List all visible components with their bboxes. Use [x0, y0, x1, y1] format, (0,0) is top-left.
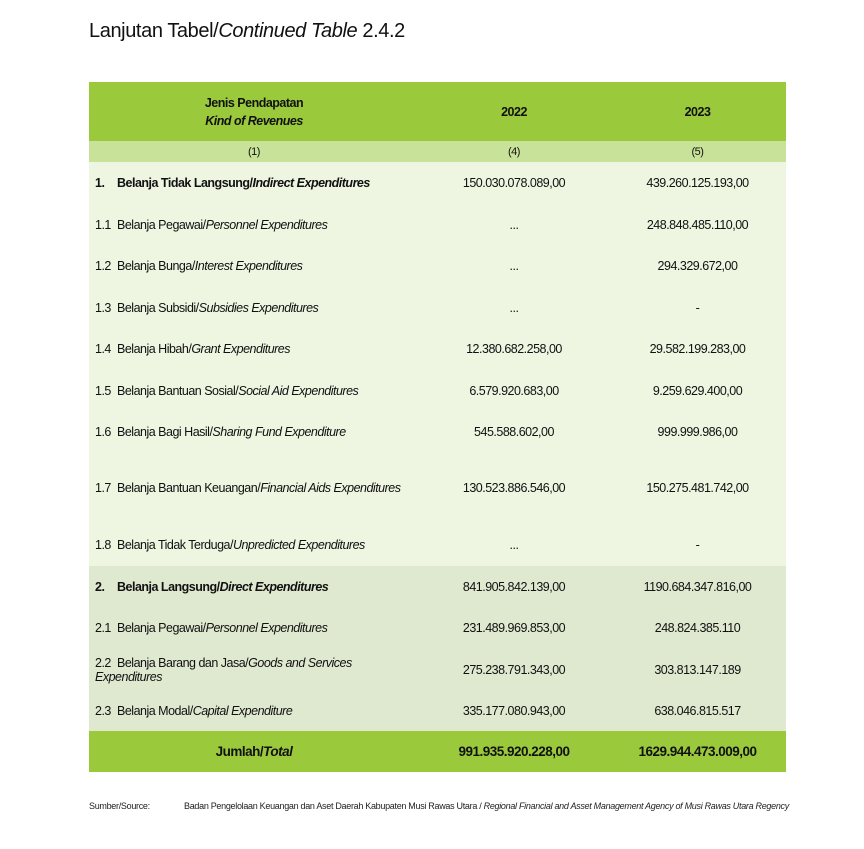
total-label-id: Jumlah/ [215, 744, 264, 759]
row-label-id: Belanja Langsung/ [117, 579, 220, 594]
row-value-2022: ... [509, 538, 519, 552]
row-value-2022: 335.177.080.943,00 [462, 703, 566, 718]
row-label-id: Belanja Hibah/ [117, 342, 192, 356]
row-number: 2.2 [95, 655, 111, 670]
row-number: 1. [95, 176, 105, 190]
row-number: 1.8 [95, 538, 111, 552]
row-label-en: Capital Expenditure [192, 703, 293, 718]
row-label-en: Financial Aids Expenditures [260, 481, 401, 495]
row-number: 2.1 [95, 621, 111, 635]
source-text-en: Regional Financial and Asset Management Agency of Musi Rawas Utara Regency [483, 801, 789, 811]
table-row [89, 524, 786, 566]
table-row [89, 607, 786, 649]
row-value-2022: 150.030.078.089,00 [462, 176, 566, 190]
row-number: 1.4 [95, 342, 111, 356]
row-label-en: Sharing Fund Expenditure [212, 424, 346, 439]
row-value-2022: 6.579.920.683,00 [469, 383, 559, 398]
row-label-en: Personnel Expenditures [205, 621, 328, 635]
row-value-2022: ... [509, 259, 519, 273]
total-label [89, 744, 419, 759]
total-value-2023: 1629.944.473.009,00 [638, 744, 757, 759]
row-number: 1.3 [95, 300, 111, 315]
row-value-2022: 545.588.602,00 [474, 424, 554, 439]
row-label-en: Indirect Expenditures [252, 176, 370, 190]
row-number: 1.6 [95, 424, 111, 439]
row-label-en: Interest Expenditures [194, 259, 303, 273]
header-kind-en: Kind of Revenues [205, 113, 303, 128]
row-value-2022: 231.489.969.853,00 [462, 621, 566, 635]
table-row [89, 204, 786, 245]
table-title [89, 20, 405, 43]
row-label-id: Belanja Pegawai/ [117, 217, 206, 232]
row-number: 1.7 [95, 481, 111, 495]
row-value-2023: 248.848.485.110,00 [646, 217, 749, 232]
table-row [89, 328, 786, 370]
table-row [89, 411, 786, 452]
row-value-2022: 275.238.791.343,00 [462, 662, 566, 677]
row-number: 1.5 [95, 383, 111, 398]
row-value-2023: - [695, 538, 700, 552]
row-value-2023: 638.046.815.517 [654, 703, 741, 718]
row-label-en: Personnel Expenditures [205, 217, 328, 232]
table-row [89, 162, 786, 204]
row-value-2023: 999.999.986,00 [657, 424, 738, 439]
row-number: 1.1 [95, 217, 111, 232]
row-label-en: Direct Expenditures [219, 579, 329, 594]
total-label-en: Total [263, 744, 293, 759]
row-value-2023: 294.329.672,00 [657, 259, 738, 273]
row-label-id: Belanja Pegawai/ [117, 621, 206, 635]
revenue-table [89, 82, 786, 772]
row-label-id: Belanja Bunga/ [117, 259, 195, 273]
title-main: Lanjutan Tabel/ [89, 20, 219, 42]
row-value-2022: ... [509, 217, 519, 232]
row-value-2022: ... [509, 300, 519, 315]
header-2022: 2022 [501, 104, 527, 119]
table-row [89, 452, 786, 524]
total-value-2022: 991.935.920.228,00 [458, 744, 570, 759]
row-label-id: Belanja Bantuan Keuangan/ [117, 481, 261, 495]
header-kind-id: Jenis Pendapatan [204, 95, 304, 110]
row-label-en: Goods and Services Expenditures [95, 655, 352, 684]
row-label-id: Belanja Subsidi/ [117, 300, 199, 315]
column-number-5: (5) [691, 145, 704, 158]
row-label-id: Belanja Bagi Hasil/ [117, 424, 213, 439]
row-value-2022: 130.523.886.546,00 [462, 481, 566, 495]
row-label-en: Unpredicted Expenditures [232, 538, 365, 552]
row-value-2022: 12.380.682.258,00 [466, 342, 562, 356]
row-label-id: Belanja Tidak Terduga/ [117, 538, 233, 552]
row-value-2023: 9.259.629.400,00 [652, 383, 743, 398]
table-row [89, 287, 786, 328]
header-kind [89, 94, 419, 130]
row-value-2023: 150.275.481.742,00 [646, 481, 749, 495]
column-number-4: (4) [508, 145, 520, 158]
row-value-2023: 248.824.385.110 [654, 621, 741, 635]
table-header [89, 82, 786, 141]
column-number-1: (1) [248, 145, 260, 158]
total-row [89, 731, 786, 772]
table-row [89, 566, 786, 607]
row-number: 1.2 [95, 259, 111, 273]
table-row [89, 245, 786, 287]
title-number: 2.4.2 [362, 20, 405, 42]
row-label-en: Grant Expenditures [191, 342, 291, 356]
row-label-id: Belanja Barang dan Jasa/ [117, 655, 249, 670]
row-value-2023: 29.582.199.283,00 [649, 342, 746, 356]
row-value-2022: 841.905.842.139,00 [462, 579, 566, 594]
row-label-en: Social Aid Expenditures [238, 383, 359, 398]
row-number: 2.3 [95, 703, 111, 718]
row-value-2023: 1190.684.347.816,00 [643, 579, 752, 594]
row-label-id: Belanja Modal/ [117, 703, 193, 718]
row-label-id: Belanja Tidak Langsung/ [117, 176, 253, 190]
table-row [89, 370, 786, 411]
row-number: 2. [95, 579, 105, 594]
row-value-2023: - [695, 300, 700, 315]
column-number-row [89, 141, 786, 162]
source-note [89, 801, 789, 811]
row-label-id: Belanja Bantuan Sosial/ [117, 383, 239, 398]
table-row [89, 690, 786, 731]
title-italic: Continued Table [218, 20, 358, 42]
row-label-en: Subsidies Expenditures [198, 300, 319, 315]
row-value-2023: 439.260.125.193,00 [646, 176, 749, 190]
header-2023: 2023 [684, 104, 711, 119]
source-label: Sumber/Source: [89, 801, 150, 811]
row-value-2023: 303.813.147.189 [654, 662, 741, 677]
source-text-id: Badan Pengelolaan Keuangan dan Aset Daerah Kabupaten Musi Rawas Utara / [184, 801, 484, 811]
table-row [89, 649, 786, 690]
